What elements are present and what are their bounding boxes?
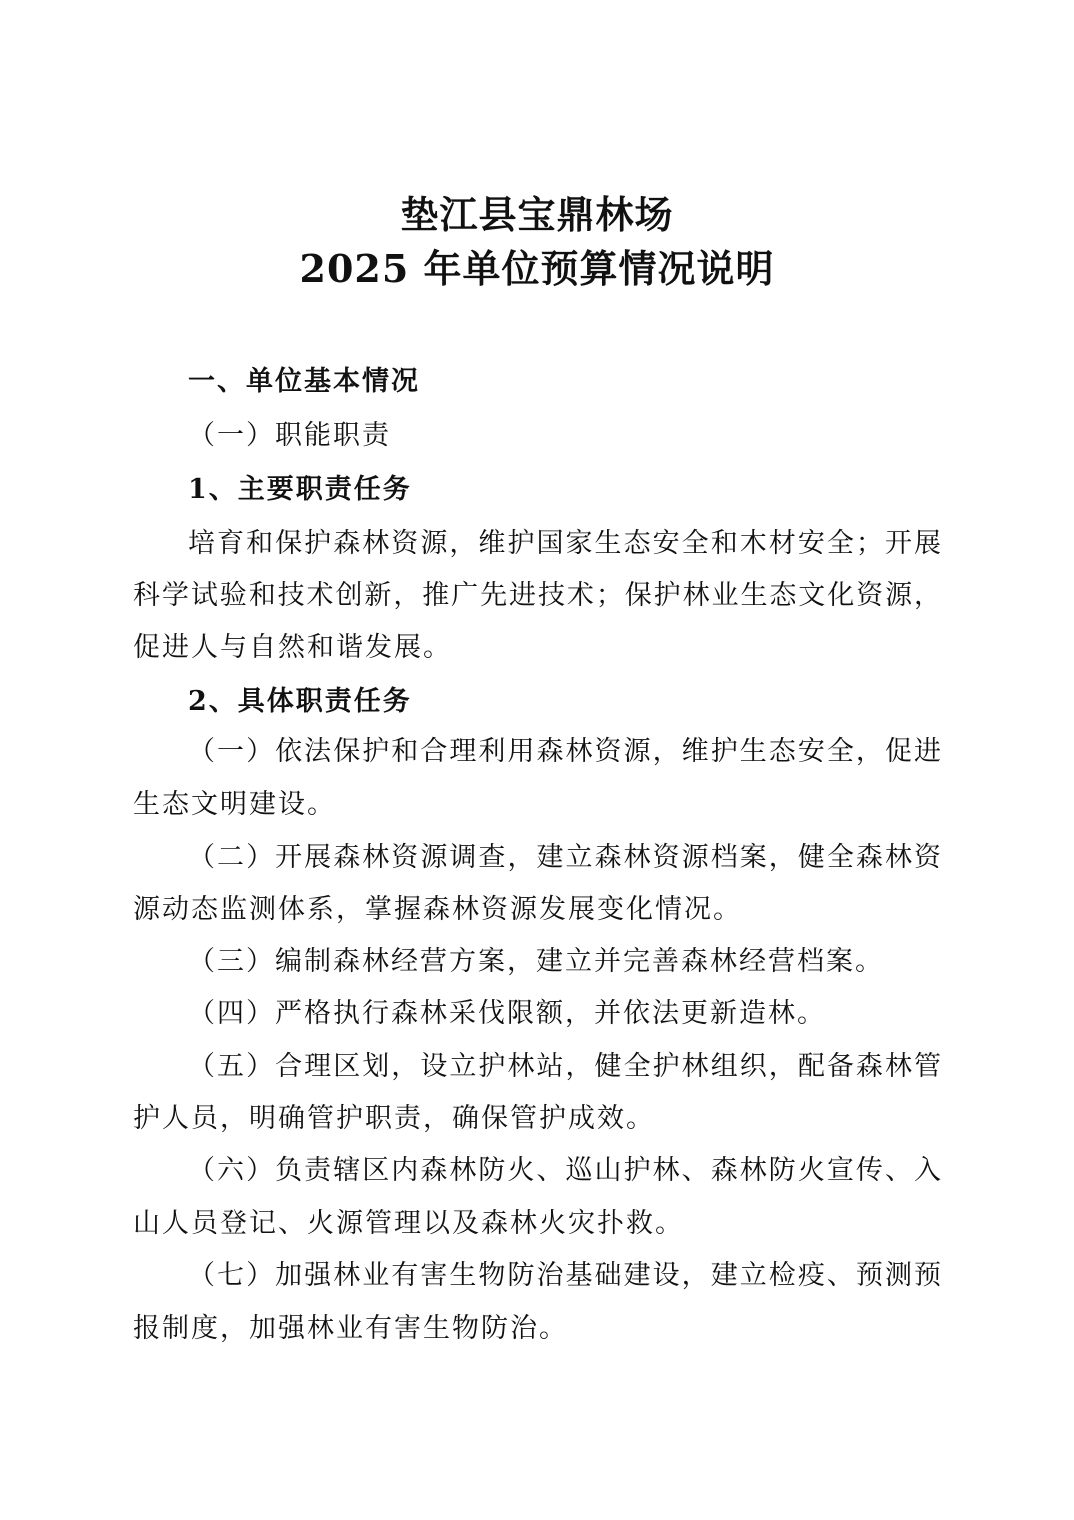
subheading-functions: （一）职能职责	[188, 420, 391, 451]
duty-item-3: （三）编制森林经营方案，建立并完善森林经营档案。	[188, 946, 884, 977]
duty-item-2-cont: 源动态监测体系，掌握森林资源发展变化情况。	[133, 894, 742, 925]
paragraph-line: 促进人与自然和谐发展。	[133, 632, 452, 663]
duty-item-1-cont: 生态文明建设。	[133, 789, 336, 820]
document-title-line-2: 2025 年单位预算情况说明	[299, 246, 775, 291]
duty-item-6: （六）负责辖区内森林防火、巡山护林、森林防火宣传、入	[188, 1155, 941, 1186]
document-title-line-1: 垫江县宝鼎林场	[400, 192, 674, 237]
paragraph-line: 科学试验和技术创新，推广先进技术；保护林业生态文化资源，	[133, 580, 941, 611]
item-heading-specific-duties: 2、具体职责任务	[188, 686, 412, 717]
duty-item-7-cont: 报制度，加强林业有害生物防治。	[133, 1313, 568, 1344]
duty-item-7: （七）加强林业有害生物防治基础建设，建立检疫、预测预	[188, 1260, 941, 1291]
item-heading-main-duties: 1、主要职责任务	[188, 474, 412, 505]
duty-item-6-cont: 山人员登记、火源管理以及森林火灾扑救。	[133, 1208, 684, 1239]
duty-item-5: （五）合理区划，设立护林站，健全护林组织，配备森林管	[188, 1051, 941, 1082]
duty-item-4: （四）严格执行森林采伐限额，并依法更新造林。	[188, 998, 826, 1029]
paragraph-line: 培育和保护森林资源，维护国家生态安全和木材安全；开展	[188, 528, 941, 559]
duty-item-2: （二）开展森林资源调查，建立森林资源档案，健全森林资	[188, 842, 941, 873]
section-heading-basic-info: 一、单位基本情况	[188, 366, 420, 397]
duty-item-5-cont: 护人员，明确管护职责，确保管护成效。	[133, 1103, 655, 1134]
duty-item-1: （一）依法保护和合理利用森林资源，维护生态安全，促进	[188, 736, 941, 767]
